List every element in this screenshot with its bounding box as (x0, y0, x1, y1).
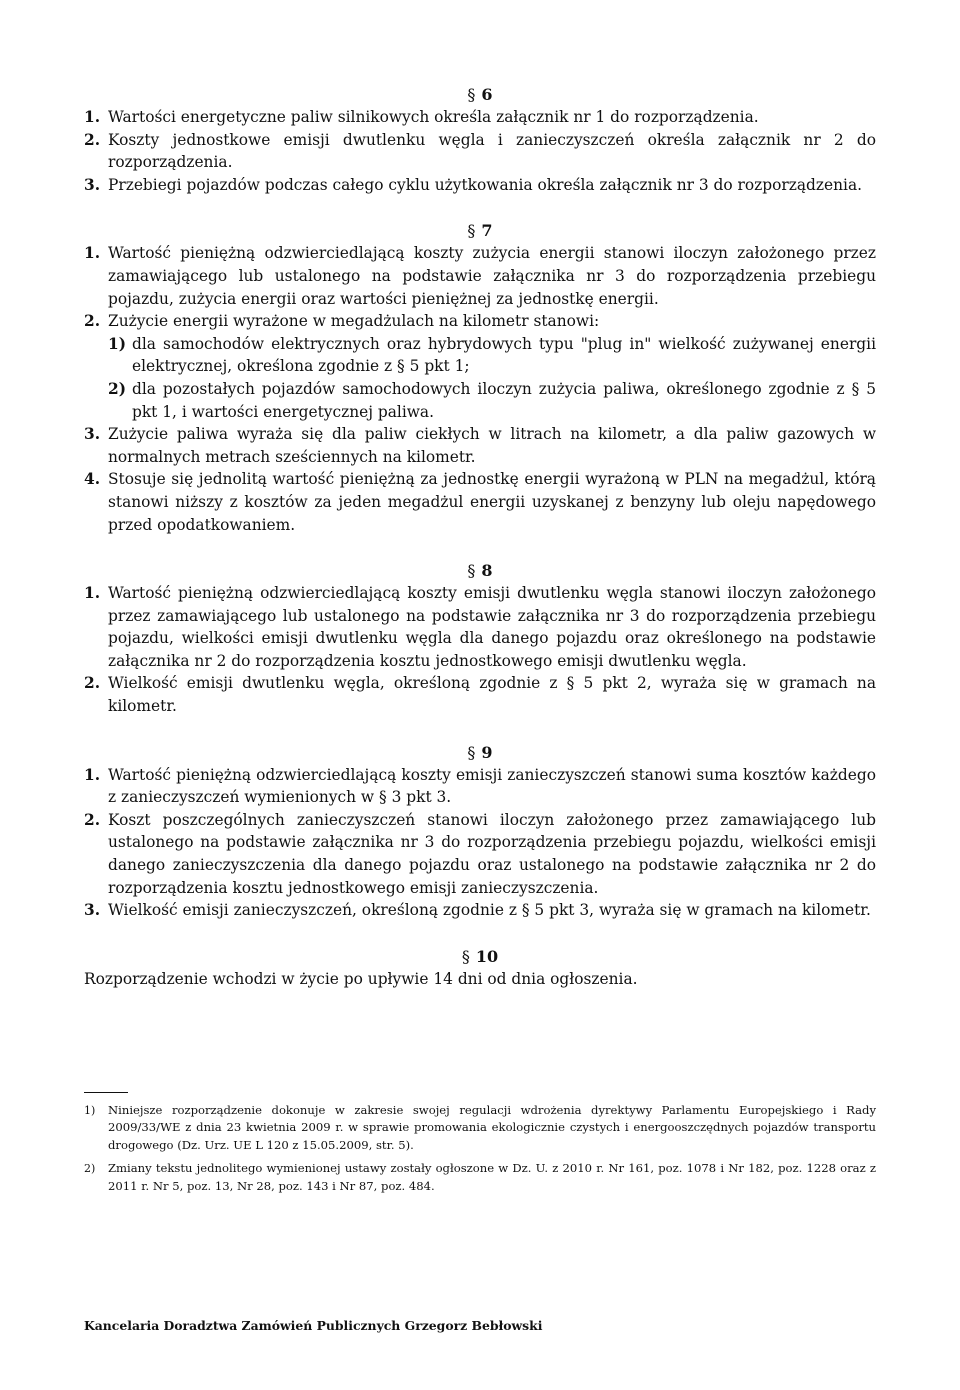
footnote-divider (84, 1092, 128, 1093)
list-item: 2. Koszty jednostkowe emisji dwutlenku węgla i zanieczyszczeń określa załącznik nr 2 do rozporządzenia. (84, 130, 876, 172)
section-symbol: § (461, 946, 470, 966)
section-7 (84, 220, 876, 536)
list-item: 3. Zużycie paliwa wyraża się dla paliw ciekłych w litrach na kilometr, a dla paliw gazowych w normalnych metrach sześciennych na kilometr. (84, 425, 876, 466)
sub-list-item: 1) dla samochodów elektrycznych oraz hybrydowych typu "plug in" wielkość zużywanej energii elektrycznej, określona zgodnie z § 5 pkt 1; (108, 334, 876, 376)
page-footer: Kancelaria Doradztwa Zamówień Publicznych Grzegorz Bebłowski (84, 1318, 543, 1333)
footnotes (84, 1102, 876, 1201)
list-item: 2. Wielkość emisji dwutlenku węgla, określoną zgodnie z § 5 pkt 2, wyraża się w gramach na kilometr. (84, 674, 876, 716)
list-item: 4. Stosuje się jednolitą wartość pieniężną za jednostkę energii wyrażoną w PLN na megadżul, którą stanowi niższy z kosztów za jeden megadżul energii uzyskanej z benzyny lub oleju napędowego przed opodatkowaniem. (84, 470, 876, 534)
document-body (84, 84, 876, 990)
section-heading: § 10 (461, 946, 499, 966)
section-symbol: § (467, 561, 476, 581)
sub-list-item: 2) dla pozostałych pojazdów samochodowych iloczyn zużycia paliwa, określonego zgodnie z § 5 pkt 1, i wartości energetycznej paliwa. (108, 379, 876, 421)
section-symbol: § (467, 85, 476, 104)
section-6 (84, 84, 876, 196)
section-9 (84, 742, 876, 922)
list-item: 2. Zużycie energii wyrażone w megadżulach na kilometr stanowi: (84, 312, 600, 331)
section-heading: § 6 (467, 85, 493, 104)
list-item: 1. Wartość pieniężną odzwierciedlającą koszty emisji dwutlenku węgla stanowi iloczyn założonego przez zamawiającego lub ustalonego na podstawie załącznika nr 3 do rozporządzenia przebiegu pojazdu, wielkości emisji dwutlenku węgla dla danego pojazdu oraz określonego na podstawie załącznika nr 2 do rozporządzenia kosztu jednostkowego emisji dwutlenku węgla. (84, 584, 876, 670)
list-item: 3. Przebiegi pojazdów podczas całego cyklu użytkowania określa załącznik nr 3 do rozporządzenia. (84, 175, 863, 194)
list-item: 1. Wartości energetyczne paliw silnikowych określa załącznik nr 1 do rozporządzenia. (84, 108, 759, 126)
section-heading: § 8 (467, 561, 493, 581)
list-item: 1. Wartość pieniężną odzwierciedlającą koszty emisji zanieczyszczeń stanowi suma kosztów każdego z zanieczyszczeń wymienionych w § 3 pkt 3. (84, 765, 876, 807)
section-symbol: § (467, 742, 476, 762)
list-item: 1. Wartość pieniężną odzwierciedlającą koszty zużycia energii stanowi iloczyn założonego przez zamawiającego lub ustalonego na podstawie załącznika nr 3 do rozporządzenia przebiegu pojazdu, zużycia energii oraz wartości pieniężnej za jednostkę energii. (84, 244, 876, 308)
footnote: 1) Niniejsze rozporządzenie dokonuje w zakresie swojej regulacji wdrożenia dyrektywy Parlamentu Europejskiego i Rady 2009/33/WE z dnia 23 kwietnia 2009 r. w sprawie promowania ekologicznie czystych i energooszczędnych pojazdów transportu drogowego (Dz. Urz. UE L 120 z 15.05.2009, str. 5). (84, 1103, 876, 1152)
section-symbol: § (467, 221, 476, 241)
section-8 (84, 560, 876, 718)
list-item: 2. Koszt poszczególnych zanieczyszczeń stanowi iloczyn założonego przez zamawiającego lub ustalonego na podstawie załącznika nr 3 do rozporządzenia przebiegu pojazdu, wielkości emisji danego zanieczyszczenia dla danego pojazdu oraz ustalonego na podstawie załącznika nr 2 do rozporządzenia kosztu jednostkowego emisji zanieczyszczenia. (84, 810, 876, 897)
list-item: 3. Wielkość emisji zanieczyszczeń, określoną zgodnie z § 5 pkt 3, wyraża się w gramach na kilometr. (84, 901, 871, 920)
section-heading: § 9 (467, 742, 493, 762)
footnote: 2) Zmiany tekstu jednolitego wymienionej ustawy zostały ogłoszone w Dz. U. z 2010 r. Nr 161, poz. 1078 i Nr 182, poz. 1228 oraz z 2011 r. Nr 5, poz. 13, Nr 28, poz. 143 i Nr 87, poz. 484. (84, 1161, 876, 1193)
paragraph: Rozporządzenie wchodzi w życie po upływie 14 dni od dnia ogłoszenia. (84, 969, 638, 988)
section-heading: § 7 (467, 221, 493, 241)
section-10 (84, 946, 876, 991)
